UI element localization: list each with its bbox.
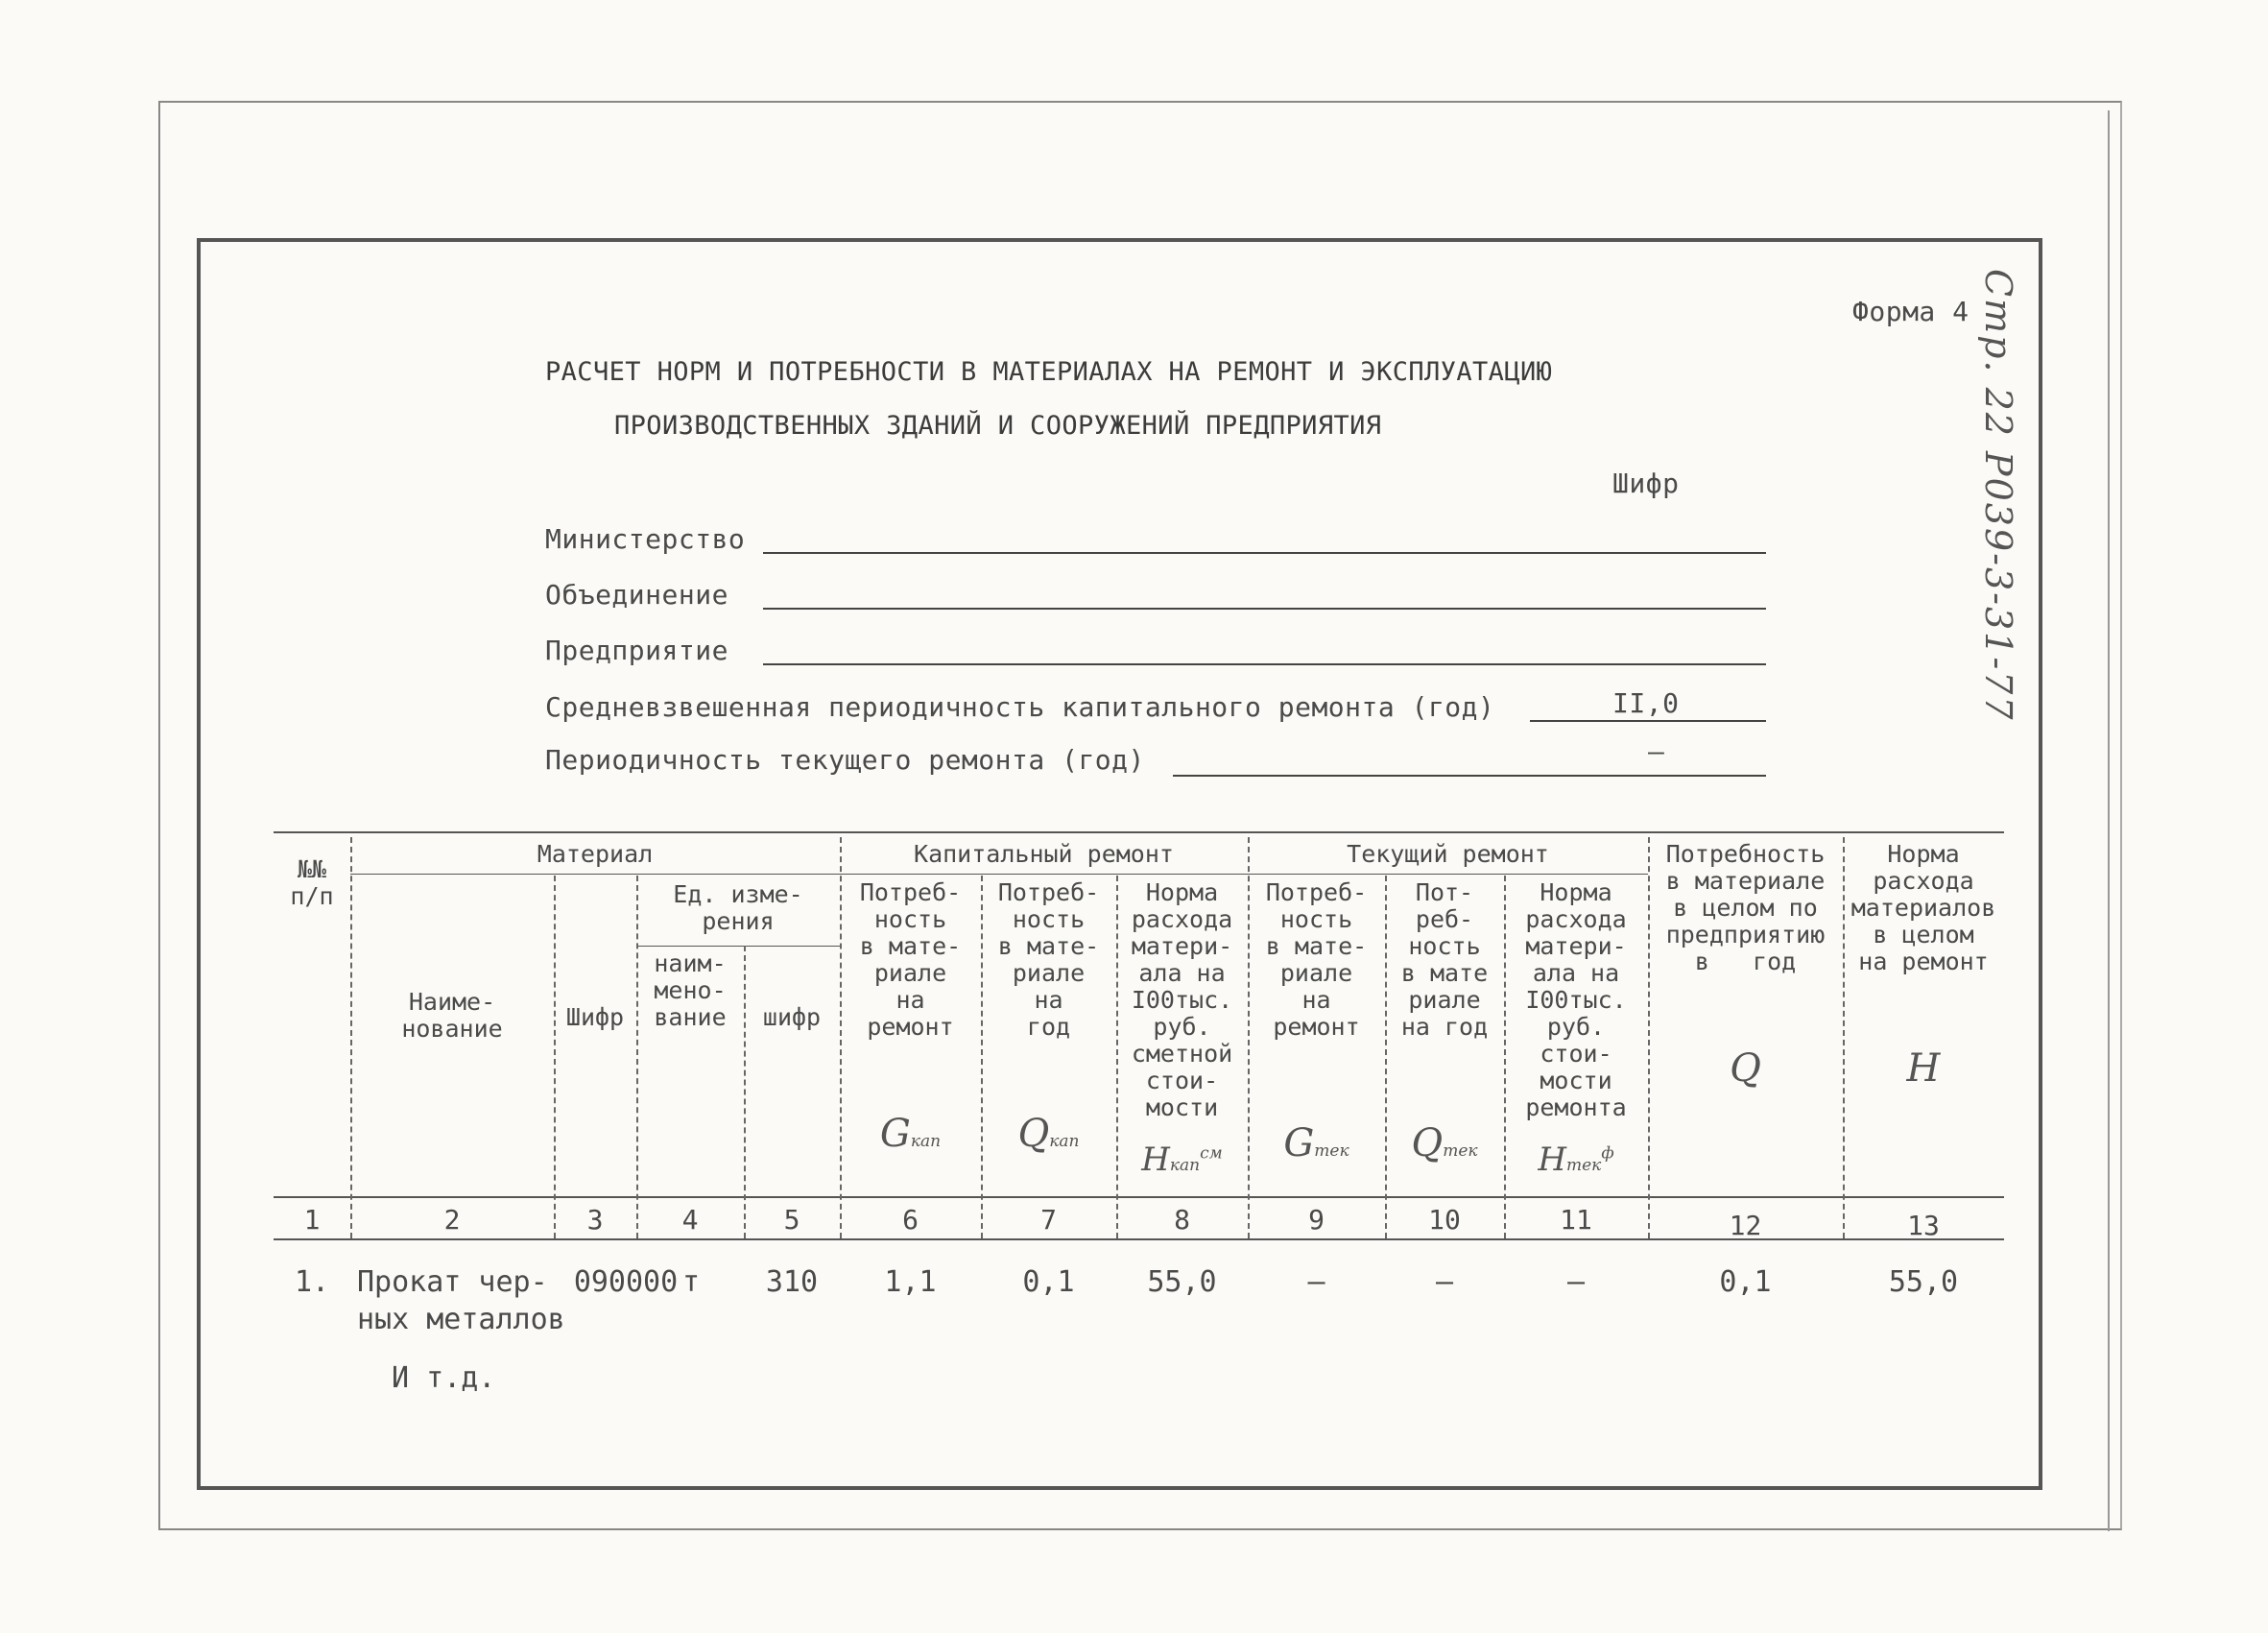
table-top-rule (274, 831, 2004, 833)
ministry-label: Министерство (545, 523, 746, 555)
enterprise-label: Предприятие (545, 635, 728, 666)
col-number: 3 (586, 1204, 604, 1236)
title-line-2: ПРОИЗВОДСТВЕННЫХ ЗДАНИЙ И СООРУЖЕНИЙ ПРЕДПРИЯТИЯ (614, 411, 1382, 441)
header-bottom-rule (274, 1196, 2004, 1198)
symbol-c9: Gтек (1283, 1121, 1349, 1165)
header-c5: шифр (762, 1003, 822, 1031)
col-number: 6 (902, 1204, 919, 1236)
association-label: Объединение (545, 579, 728, 611)
side-stamp: Стр. 22 Р039-3-31-77 (1977, 269, 2019, 722)
symbol-c6: Gкап (879, 1112, 942, 1156)
enterprise-field[interactable] (763, 663, 1766, 665)
row-number: 1. (294, 1265, 330, 1299)
material-name-line-1: Прокат чер- (357, 1265, 548, 1299)
material-cipher: 090000 (573, 1265, 679, 1299)
header-c12: Потребность в материале в целом по предприятию в год (1665, 840, 1826, 975)
cur-norm: – (1566, 1265, 1586, 1299)
col-number: 1 (303, 1204, 321, 1236)
header-c4: наим- мено- вание (654, 949, 727, 1031)
material-name-line-2: ных металлов (357, 1303, 565, 1336)
capital-period-field[interactable] (1530, 720, 1766, 722)
cipher-label: Шифр (1612, 468, 1680, 499)
symbol-c12: Q (1730, 1046, 1761, 1091)
col-divider-4 (744, 946, 746, 1238)
page-edge-line (2108, 110, 2110, 1531)
title-line-1: РАСЧЕТ НОРМ И ПОТРЕБНОСТИ В МАТЕРИАЛАХ НА РЕМОНТ И ЭКСПЛУАТАЦИЮ (545, 357, 1553, 387)
col-number: 8 (1174, 1204, 1190, 1236)
header-c3: Шифр (565, 1003, 625, 1031)
header-c9: Потреб- ность в мате- риале на ремонт (1265, 878, 1368, 1041)
unit-cipher: 310 (765, 1265, 819, 1299)
cur-need-year: – (1435, 1265, 1454, 1299)
header-c1: №№ п/п (290, 855, 334, 910)
col-number: 11 (1560, 1204, 1592, 1236)
symbol-c11: Hтек$^ф$ (1538, 1141, 1614, 1179)
col-number: 9 (1308, 1204, 1325, 1236)
col-number: 10 (1428, 1204, 1461, 1236)
capital-period-value: II,0 (1612, 687, 1680, 719)
header-c8: Норма расхода матери- ала на I00тыс. руб. сметной стои- мости (1131, 878, 1233, 1121)
current-period-field[interactable] (1173, 775, 1766, 777)
cur-need-repair: – (1307, 1265, 1325, 1299)
symbol-c10: Qтек (1411, 1121, 1478, 1165)
col-number: 2 (443, 1204, 461, 1236)
ministry-field[interactable] (763, 552, 1766, 554)
symbol-c8: Hкап$^{см}$ (1141, 1141, 1223, 1179)
header-c13: Норма расхода материалов в целом на ремонт (1850, 840, 1996, 975)
cap-norm: 55,0 (1147, 1265, 1217, 1299)
capital-period-label: Средневзвешенная периодичность капитального ремонта (год) (545, 691, 1495, 723)
col-number: 4 (681, 1204, 699, 1236)
header-c7: Потреб- ность в мате- риале на год (997, 878, 1100, 1041)
unit-rule (636, 946, 840, 947)
cap-need-repair: 1,1 (884, 1265, 937, 1299)
total-need: 0,1 (1719, 1265, 1772, 1299)
header-c2: Наиме- нование (401, 988, 503, 1043)
col-number: 7 (1040, 1204, 1057, 1236)
symbol-c7: Qкап (1017, 1112, 1080, 1156)
col-number: 12 (1729, 1210, 1762, 1241)
current-period-label: Периодичность текущего ремонта (год) (545, 744, 1145, 776)
group-capital-repair: Капитальный ремонт (914, 840, 1174, 868)
header-c10: Пот- реб- ность в мате риале на год (1400, 878, 1489, 1041)
col-divider-2 (554, 876, 556, 1238)
total-norm: 55,0 (1888, 1265, 1959, 1299)
cap-need-year: 0,1 (1022, 1265, 1075, 1299)
header-c6: Потреб- ность в мате- риале на ремонт (859, 878, 962, 1041)
form-label: Форма 4 (1852, 296, 1970, 327)
group-rule (350, 874, 1648, 875)
symbol-c13: H (1906, 1046, 1941, 1091)
col-number: 5 (783, 1204, 800, 1236)
col-number: 13 (1907, 1210, 1940, 1241)
group-material: Материал (537, 840, 654, 868)
header-c11: Норма расхода матери- ала на I00тыс. руб. стои- мости ремонта (1525, 878, 1627, 1121)
group-current-repair: Текущий ремонт (1347, 840, 1549, 868)
association-field[interactable] (763, 608, 1766, 610)
current-period-value: – (1648, 735, 1665, 767)
etc-note: И т.д. (392, 1361, 496, 1395)
unit-name: т (681, 1265, 701, 1299)
group-unit: Ед. изме- рения (673, 880, 803, 935)
